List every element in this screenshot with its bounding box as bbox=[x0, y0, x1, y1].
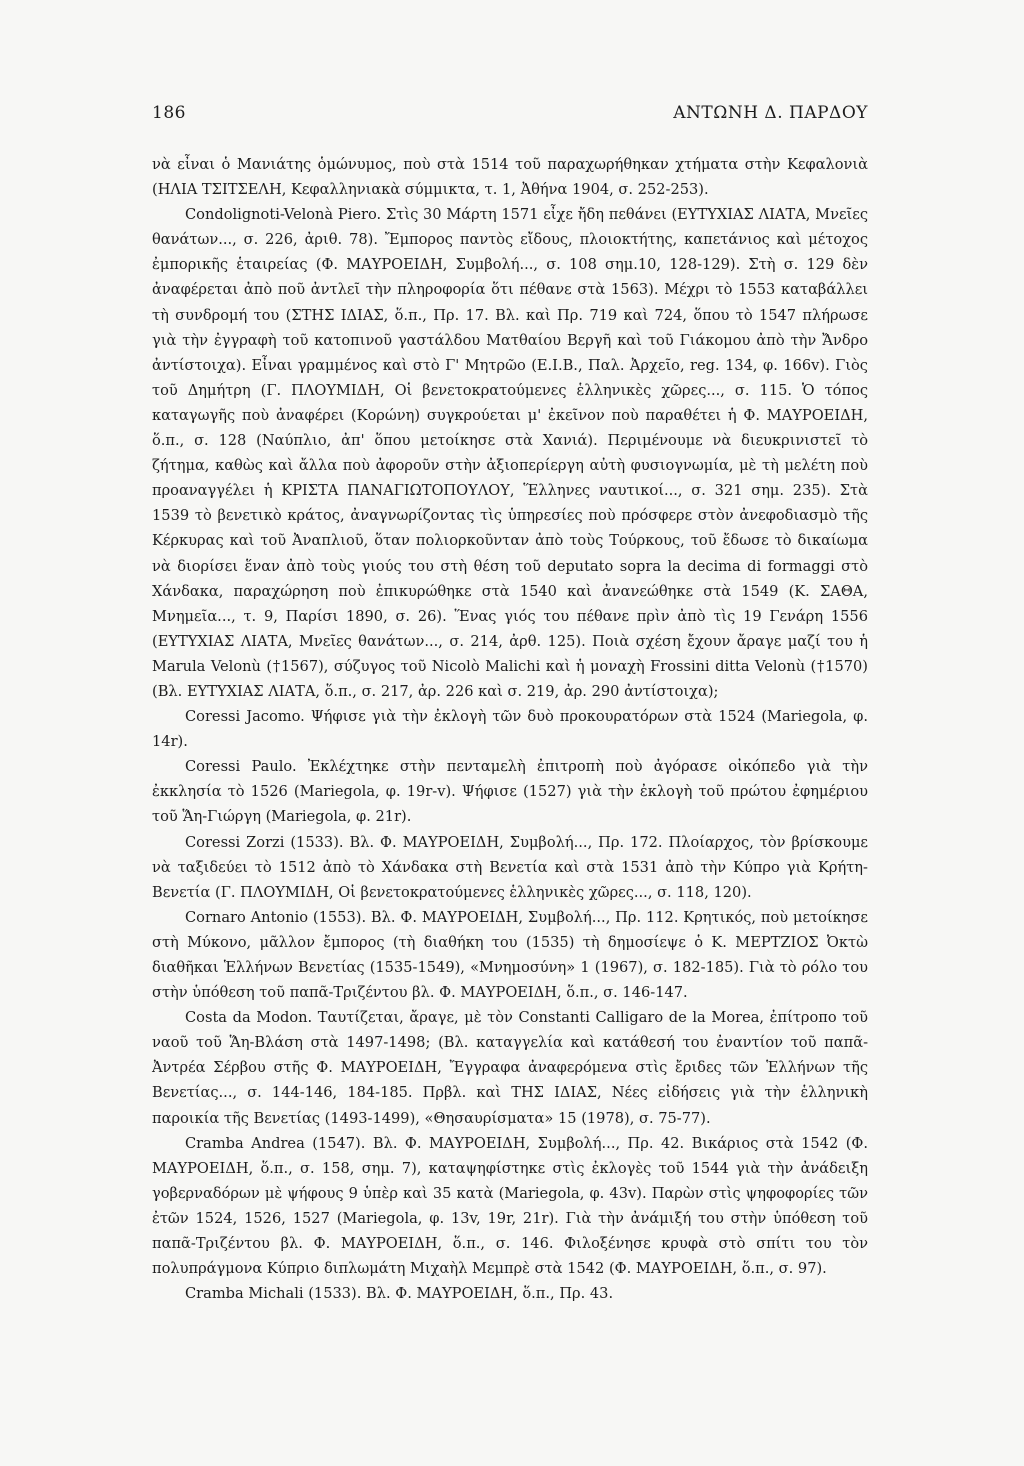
entry-cornaro-antonio: Cornaro Antonio (1553). Βλ. Φ. ΜΑΥΡΟΕΙΔΗ, Συμβολή..., Πρ. 112. Κρητικός, ποὺ μετοίκησε στὴ Μύκονο, μᾶλλον ἔμπορος (τὴ διαθήκη του (1535) τὴ δημοσίεψε ὁ Κ. ΜΕΡΤΖΙΟΣ Ὀκτὼ διαθῆκαι Ἑλλήνων Βενετίας (1535-1549), «Μνημοσύνη» 1 (1967), σ. 182-185). Γιὰ τὸ ρόλο του στὴν ὑπόθεση τοῦ παπᾶ-Τριζέντου βλ. Φ. ΜΑΥΡΟΕΙΔΗ, ὅ.π., σ. 146-147. bbox=[152, 908, 868, 1002]
running-head: ΑΝΤΩΝΗ Δ. ΠΑΡΔΟΥ bbox=[673, 103, 868, 123]
entry-cramba-michali: Cramba Michali (1533). Βλ. Φ. ΜΑΥΡΟΕΙΔΗ, ὅ.π., Πρ. 43. bbox=[185, 1285, 614, 1303]
entry-coressi-paulo: Coressi Paulo. Ἐκλέχτηκε στὴν πενταμελὴ ἐπιτροπὴ ποὺ ἀγόρασε οἰκόπεδο γιὰ τὴν ἐκκλησία τὸ 1526 (Mariegola, φ. 19r-v). Ψήφισε (1527) γιὰ τὴν ἐκλογὴ τοῦ πρώτου ἐφημέριου τοῦ Ἅη-Γιώργη (Mariegola, φ. 21r). bbox=[152, 758, 868, 826]
entry-condolignoti-velona-piero: Condolignoti-Velonà Piero. Στὶς 30 Μάρτη 1571 εἶχε ἤδη πεθάνει (ΕΥΤΥΧΙΑΣ ΛΙΑΤΑ, Μνεῖες θανάτων..., σ. 226, ἀριθ. 78). Ἔμπορος παντὸς εἴδους, πλοιοκτήτης, καπετάνιος καὶ μέτοχος ἐμπορικῆς ἑταιρείας (Φ. ΜΑΥΡΟΕΙΔΗ, Συμβολή..., σ. 108 σημ.10, 128-129). Στὴ σ. 129 δὲν ἀναφέρεται ἀπὸ ποῦ ἀντλεῖ τὴν πληροφορία ὅτι πέθανε στὰ 1563). Μέχρι τὸ 1553 καταβάλλει τὴ συνδρομή του (ΣΤΗΣ ΙΔΙΑΣ, ὅ.π., Πρ. 17. Βλ. καὶ Πρ. 719 καὶ 724, ὅπου τὸ 1547 πλήρωσε γιὰ τὴν ἐγγραφὴ τοῦ κατοπινοῦ γαστάλδου Ματθαίου Βεργῆ καὶ τοῦ Γιάκομου ἀπὸ τὴν Ἄνδρο ἀντίστοιχα). Εἶναι γραμμένος καὶ στὸ Γ' Μητρῶο (Ε.Ι.Β., Παλ. Ἀρχεῖο, reg. 134, φ. 166v). Γιὸς τοῦ Δημήτρη (Γ. ΠΛΟΥΜΙΔΗ, Οἱ βενετοκρατούμενες ἑλληνικὲς χῶρες..., σ. 115. Ὁ τόπος καταγωγῆς ποὺ ἀναφέρει (Κορώνη) συγκρούεται μ' ἐκεῖνον ποὺ παραθέτει ἡ Φ. ΜΑΥΡΟΕΙΔΗ, ὅ.π., σ. 128 (Ναύπλιο, ἀπ' ὅπου μετοίκησε στὰ Χανιά). Περιμένουμε νὰ διευκρινιστεῖ τὸ ζήτημα, καθὼς καὶ ἄλλα ποὺ ἀφοροῦν στὴν ἀξιοπερίεργη αὐτὴ φυσιογνωμία, μὲ τὴ μελέτη ποὺ προαναγγέλει ἡ ΚΡΙΣΤΑ ΠΑΝΑΓΙΩΤΟΠΟΥΛΟΥ, Ἕλληνες ναυτικοί..., σ. 321 σημ. 235). Στὰ 1539 τὸ βενετικὸ κράτος, ἀναγνωρίζοντας τὶς ὑπηρεσίες ποὺ πρόσφερε στὸν ἀνεφοδιασμὸ τῆς Κέρκυρας καὶ τοῦ Ἀναπλιοῦ, ὅταν πολιορκοῦνταν ἀπὸ τοὺς Τούρκους, τοῦ ἔδωσε τὸ δικαίωμα νὰ διορίσει ἕναν ἀπὸ τοὺς γιούς του στὴ θέση τοῦ deputato sopra la decima di formaggi στὸ Χάνδακα, παραχώρηση ποὺ ἐπικυρώθηκε στὰ 1540 καὶ ἀνανεώθηκε στὰ 1549 (Κ. ΣΑΘΑ, Μνημεῖα..., τ. 9, Παρίσι 1890, σ. 26). Ἕνας γιός του πέθανε πρὶν ἀπὸ τὶς 19 Γενάρη 1556 (ΕΥΤΥΧΙΑΣ ΛΙΑΤΑ, Μνεῖες θανάτων..., σ. 214, ἀρθ. 125). Ποιὰ σχέση ἔχουν ἄραγε μαζί του ἡ Marula Velonù (†1567), σύζυγος τοῦ Nicolò Malichi καὶ ἡ μοναχὴ Frossini ditta Velonù (†1570) (Βλ. ΕΥΤΥΧΙΑΣ ΛΙΑΤΑ, ὅ.π., σ. 217, ἀρ. 226 καὶ σ. 219, ἀρ. 290 ἀντίστοιχα); bbox=[152, 206, 868, 700]
paragraph-continuation: νὰ εἶναι ὁ Μανιάτης ὁμώνυμος, ποὺ στὰ 1514 τοῦ παραχωρήθηκαν χτήματα στὴν Κεφαλονιὰ (ΗΛΙΑ ΤΣΙΤΣΕΛΗ, Κεφαλληνιακὰ σύμμικτα, τ. 1, Ἀθήνα 1904, σ. 252-253). bbox=[152, 156, 868, 199]
entry-costa-da-modon: Costa da Modon. Ταυτίζεται, ἄραγε, μὲ τὸν Constanti Calligaro de la Morea, ἐπίτροπο τοῦ ναοῦ τοῦ Ἅη-Βλάση στὰ 1497-1498; (Βλ. καταγγελία καὶ κατάθεσή του ἐναντίον τοῦ παπᾶ-Ἀντρέα Σέρβου στῆς Φ. ΜΑΥΡΟΕΙΔΗ, Ἔγγραφα ἀναφερόμενα στὶς ἔριδες τῶν Ἑλλήνων τῆς Βενετίας..., σ. 144-146, 184-185. Πρβλ. καὶ ΤΗΣ ΙΔΙΑΣ, Νέες εἰδήσεις γιὰ τὴν ἑλληνικὴ παροικία τῆς Βενετίας (1493-1499), «Θησαυρίσματα» 15 (1978), σ. 75-77). bbox=[152, 1009, 868, 1127]
entry-cramba-andrea: Cramba Andrea (1547). Βλ. Φ. ΜΑΥΡΟΕΙΔΗ, Συμβολή..., Πρ. 42. Βικάριος στὰ 1542 (Φ. ΜΑΥΡΟΕΙΔΗ, ὅ.π., σ. 158, σημ. 7), καταψηφίστηκε στὶς ἐκλογὲς τοῦ 1544 γιὰ τὴν ἀνάδειξη γοβερναδόρων μὲ ψήφους 9 ὑπὲρ καὶ 35 κατὰ (Mariegola, φ. 43v). Παρὼν στὶς ψηφοφορίες τῶν ἐτῶν 1524, 1526, 1527 (Mariegola, φ. 13v, 19r, 21r). Γιὰ τὴν ἀνάμιξή του στὴν ὑπόθεση τοῦ παπᾶ-Τριζέντου βλ. Φ. ΜΑΥΡΟΕΙΔΗ, ὅ.π., σ. 146. Φιλοξένησε κρυφὰ στὸ σπίτι του τὸν πολυπράγμονα Κύπριο διπλωμάτη Μιχαὴλ Μεμπρὲ στὰ 1542 (Φ. ΜΑΥΡΟΕΙΔΗ, ὅ.π., σ. 97). bbox=[152, 1134, 868, 1278]
entry-coressi-zorzi: Coressi Zorzi (1533). Βλ. Φ. ΜΑΥΡΟΕΙΔΗ, Συμβολή..., Πρ. 172. Πλοίαρχος, τὸν βρίσκουμε νὰ ταξιδεύει τὸ 1512 ἀπὸ τὸ Χάνδακα στὴ Βενετία καὶ στὰ 1531 ἀπὸ τὴν Κύπρο γιὰ Κρήτη-Βενετία (Γ. ΠΛΟΥΜΙΔΗ, Οἱ βενετοκρατούμενες ἑλληνικὲς χῶρες..., σ. 118, 120). bbox=[152, 833, 868, 901]
page-number: 186 bbox=[152, 103, 186, 123]
body-text bbox=[152, 152, 868, 1306]
entry-coressi-jacomo: Coressi Jacomo. Ψήφισε γιὰ τὴν ἐκλογὴ τῶν δυὸ προκουρατόρων στὰ 1524 (Mariegola, φ. 14r). bbox=[152, 708, 868, 751]
